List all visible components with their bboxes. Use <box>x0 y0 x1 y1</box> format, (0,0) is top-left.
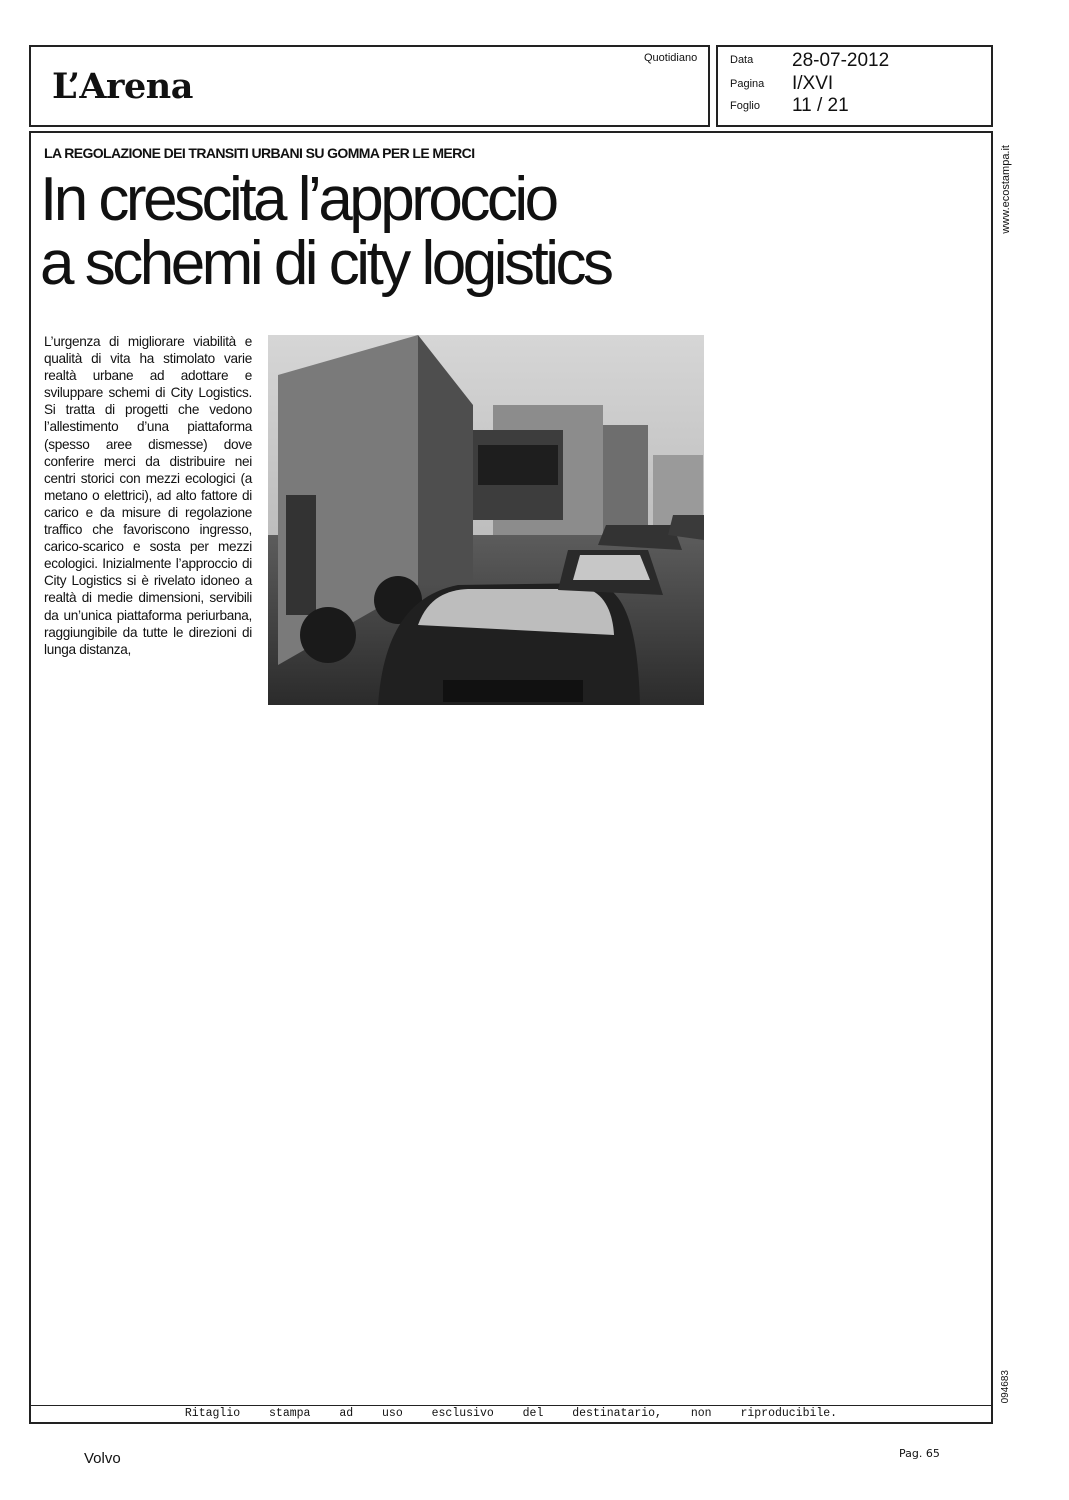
article-body: L’urgenza di migliorare viabilità e qualità di vita ha stimolato varie realtà urbane ad adottare e sviluppare schemi di City Logistics. Si tratta di progetti che vedono l’allestimento d’una piattaforma (spesso aree dismesse) dove conferire merci da distribuire nei centri storici con mezzi ecologici (a metano o elettrici), ad alto fattore di carico e da misure di regolazione traffico che favoriscono ingresso, carico-scarico e sosta per mezzi ecologici. Inizialmente l’approccio di City Logistics si è rivelato idoneo a realtà di medie dimensioni, servibili da un’unica piattaforma periurbana, raggiungibile da tutte le direzioni di lunga distanza, <box>44 334 252 657</box>
newspaper-logo: L’Arena <box>52 66 193 107</box>
copyright-note: Ritaglio stampa ad uso esclusivo del destinatario, non riproducibile. <box>184 1407 838 1420</box>
page-number: Pag. 65 <box>899 1447 940 1460</box>
meta-label-page: Pagina <box>730 78 765 90</box>
article-kicker: LA REGOLAZIONE DEI TRANSITI URBANI SU GOMMA PER LE MERCI <box>44 145 475 161</box>
headline-line-1: In crescita l’approccio <box>40 165 556 234</box>
side-website: www.ecostampa.it <box>1000 145 1012 234</box>
side-code: 094683 <box>1000 1370 1011 1404</box>
headline-line-2: a schemi di city logistics <box>40 229 611 298</box>
client-name: Volvo <box>84 1450 121 1467</box>
meta-label-date: Data <box>730 54 754 66</box>
publication-type: Quotidiano <box>644 52 698 64</box>
meta-value-page: I/XVI <box>792 73 834 94</box>
clipping-frame <box>29 131 993 1424</box>
traffic-photo <box>268 335 704 705</box>
article-headline <box>40 165 680 298</box>
meta-value-sheet: 11 / 21 <box>792 95 849 116</box>
meta-label-sheet: Foglio <box>730 100 760 112</box>
footer-divider <box>29 1405 993 1406</box>
meta-value-date: 28-07-2012 <box>792 50 890 71</box>
